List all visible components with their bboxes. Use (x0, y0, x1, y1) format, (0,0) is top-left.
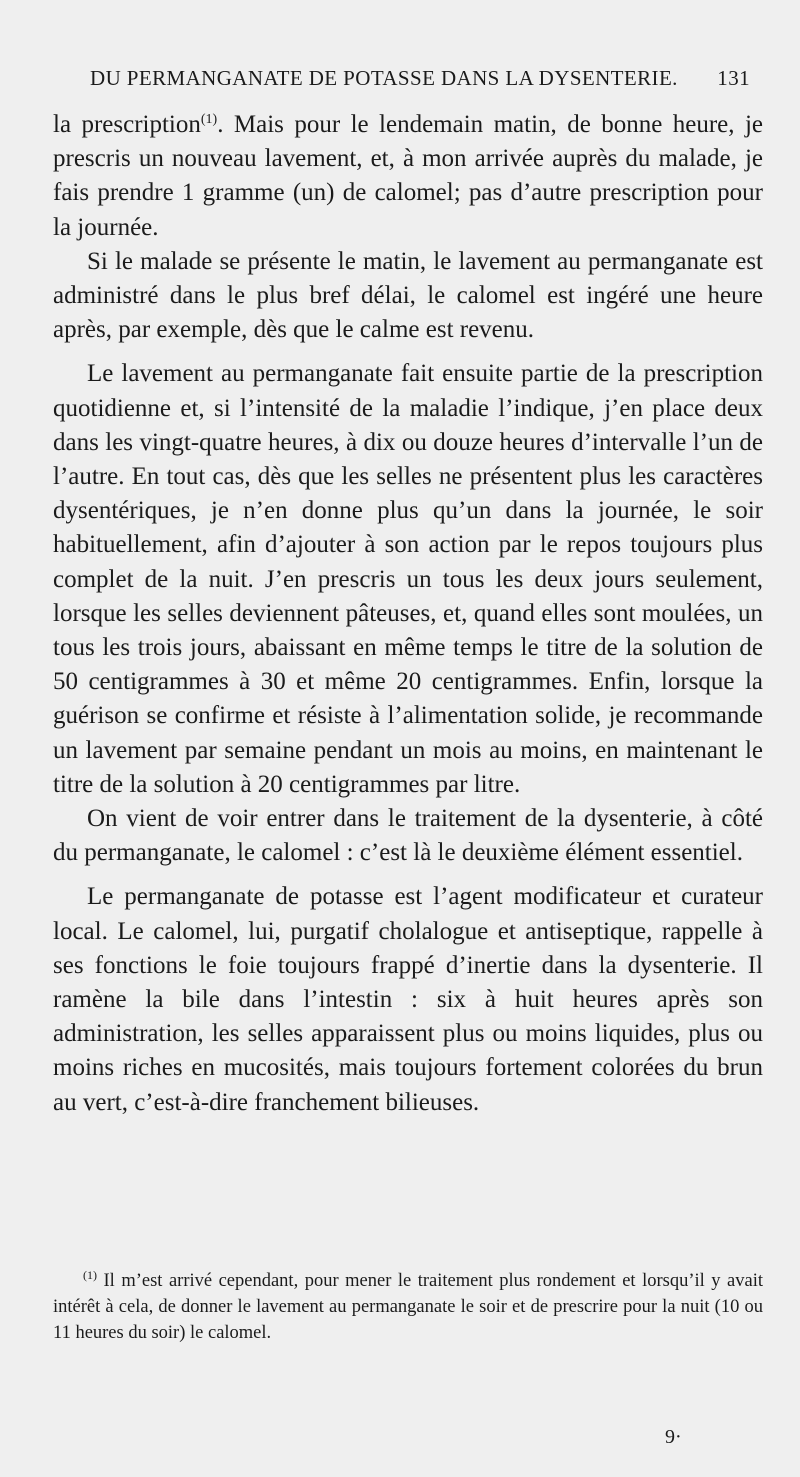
running-title: DU PERMANGANATE DE POTASSE DANS LA DYSENTERIE. (90, 66, 678, 90)
footnote-text: Il m’est arrivé cependant, pour mener le traitement plus rondement et lorsqu’il y avait intérêt à cela, de donner le lavement au permanganate le soir et de prescrire pour la nuit (10 ou 11 heures du soir) le calomel. (53, 1271, 763, 1343)
footnote-reference: (1) (200, 112, 218, 127)
footnote-paragraph (53, 1268, 763, 1346)
footnote (53, 1268, 763, 1346)
body-text (53, 108, 763, 1120)
paragraph-4: On vient de voir entrer dans le traitement de la dysenterie, à côté du permanganate, le calomel : c’est là le deuxième élément essentiel. (53, 805, 763, 867)
paragraph-2: Si le malade se présente le matin, le lavement au permanganate est administré dans le plus bref délai, le calomel est ingéré une heure après, par exemple, dès que le calme est revenu. (53, 247, 763, 344)
running-header (90, 66, 750, 91)
paragraph-1 (53, 108, 763, 245)
footnote-mark: (1) (83, 1268, 97, 1282)
page-number: 131 (717, 66, 750, 90)
signature-mark: 9· (665, 1426, 682, 1448)
paragraph-1-rest: . Mais pour le lendemain matin, de bonne heure, je prescris un nouveau lavement, et, à mon arrivée auprès du malade, je fais prendre 1 gramme (un) de calomel; pas d’autre prescription pour la journée. (53, 111, 764, 241)
paragraph-5: Le permanganate de potasse est l’agent modificateur et curateur local. Le calomel, lui, purgatif cholalogue et antiseptique, rappelle à ses fonctions le foie toujours frappé d’inertie dans la dysenterie. Il ramène la bile dans l’intestin : six à huit heures après son administration, les selles apparaissent plus ou moins liquides, plus ou moins riches en mucosités, mais toujours fortement colorées du brun au vert, c’est-à-dire franchement bilieuses. (53, 883, 763, 1116)
paragraph-3: Le lavement au permanganate fait ensuite partie de la prescription quotidienne et, si l’intensité de la maladie l’indique, j’en place deux dans les vingt-quatre heures, à dix ou douze heures d’intervalle l’un de l’autre. En tout cas, dès que les selles ne présentent plus les caractères dysentériques, je n’en donne plus qu’un dans la journée, le soir habituellement, afin d’ajouter à son action par le repos toujours plus complet de la nuit. J’en prescris un tous les deux jours seulement, lorsque les selles deviennent pâteuses, et, quand elles sont moulées, un tous les trois jours, abaissant en même temps le titre de la solution de 50 centigrammes à 30 et même 20 centigrammes. Enfin, lorsque la guérison se confirme et résiste à l’alimentation solide, je recommande un lavement par semaine pendant un mois au moins, en maintenant le titre de la solution à 20 centigrammes par litre. (53, 360, 763, 798)
paragraph-1-start: la prescription (53, 111, 201, 138)
